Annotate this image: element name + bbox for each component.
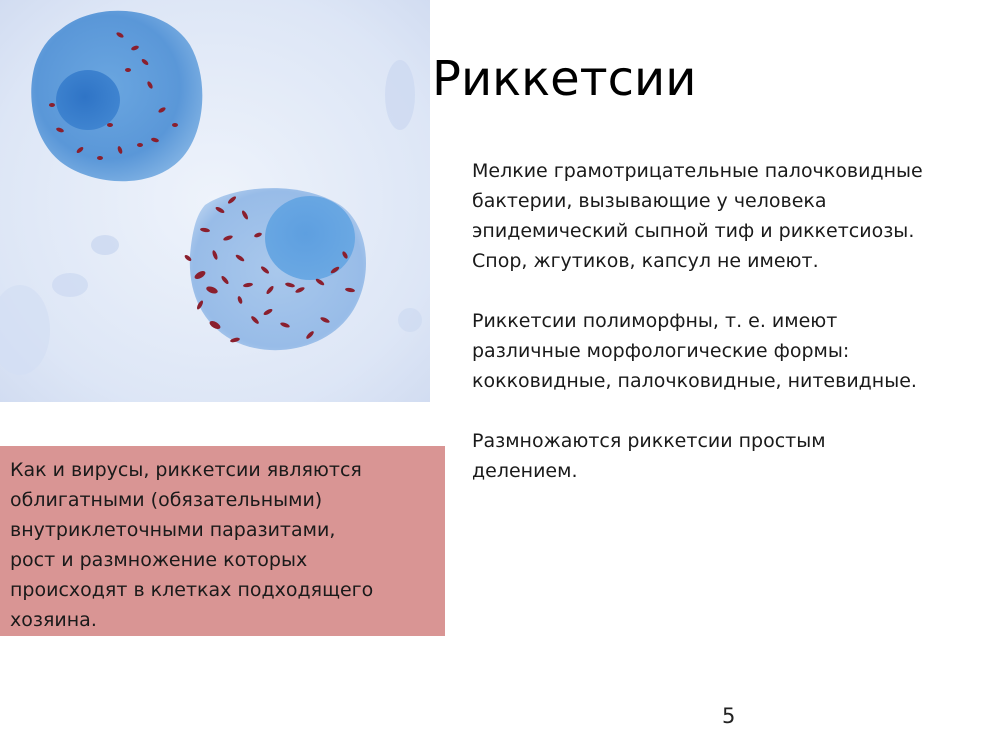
description-paragraph — [472, 156, 982, 276]
text-line: кокковидные, палочковидные, нитевидные. — [472, 370, 917, 392]
text-line: Спор, жгутиков, капсул не имеют. — [472, 250, 819, 272]
description-text — [472, 156, 982, 516]
text-line: эпидемический сыпной тиф и риккетсиозы. — [472, 220, 915, 242]
callout-line: происходят в клетках подходящего — [10, 579, 374, 601]
page-number: 5 — [722, 704, 736, 728]
text-line: бактерии, вызывающие у человека — [472, 190, 827, 212]
text-line: различные морфологические формы: — [472, 340, 850, 362]
text-line: Риккетсии полиморфны, т. е. имеют — [472, 310, 838, 332]
text-line: делением. — [472, 460, 578, 482]
micrograph-image — [0, 0, 430, 402]
callout-line: рост и размножение которых — [10, 549, 308, 571]
callout-line: хозяина. — [10, 609, 97, 631]
callout-line: внутриклеточными паразитами, — [10, 519, 336, 541]
text-line: Размножаются риккетсии простым — [472, 430, 826, 452]
callout-line: Как и вирусы, риккетсии являются — [10, 459, 362, 481]
callout-line: облигатными (обязательными) — [10, 489, 323, 511]
slide-title: Риккетсии — [432, 51, 697, 107]
description-paragraph — [472, 306, 982, 396]
description-paragraph — [472, 426, 982, 486]
callout-box — [0, 446, 445, 636]
text-line: Мелкие грамотрицательные палочковидные — [472, 160, 923, 182]
